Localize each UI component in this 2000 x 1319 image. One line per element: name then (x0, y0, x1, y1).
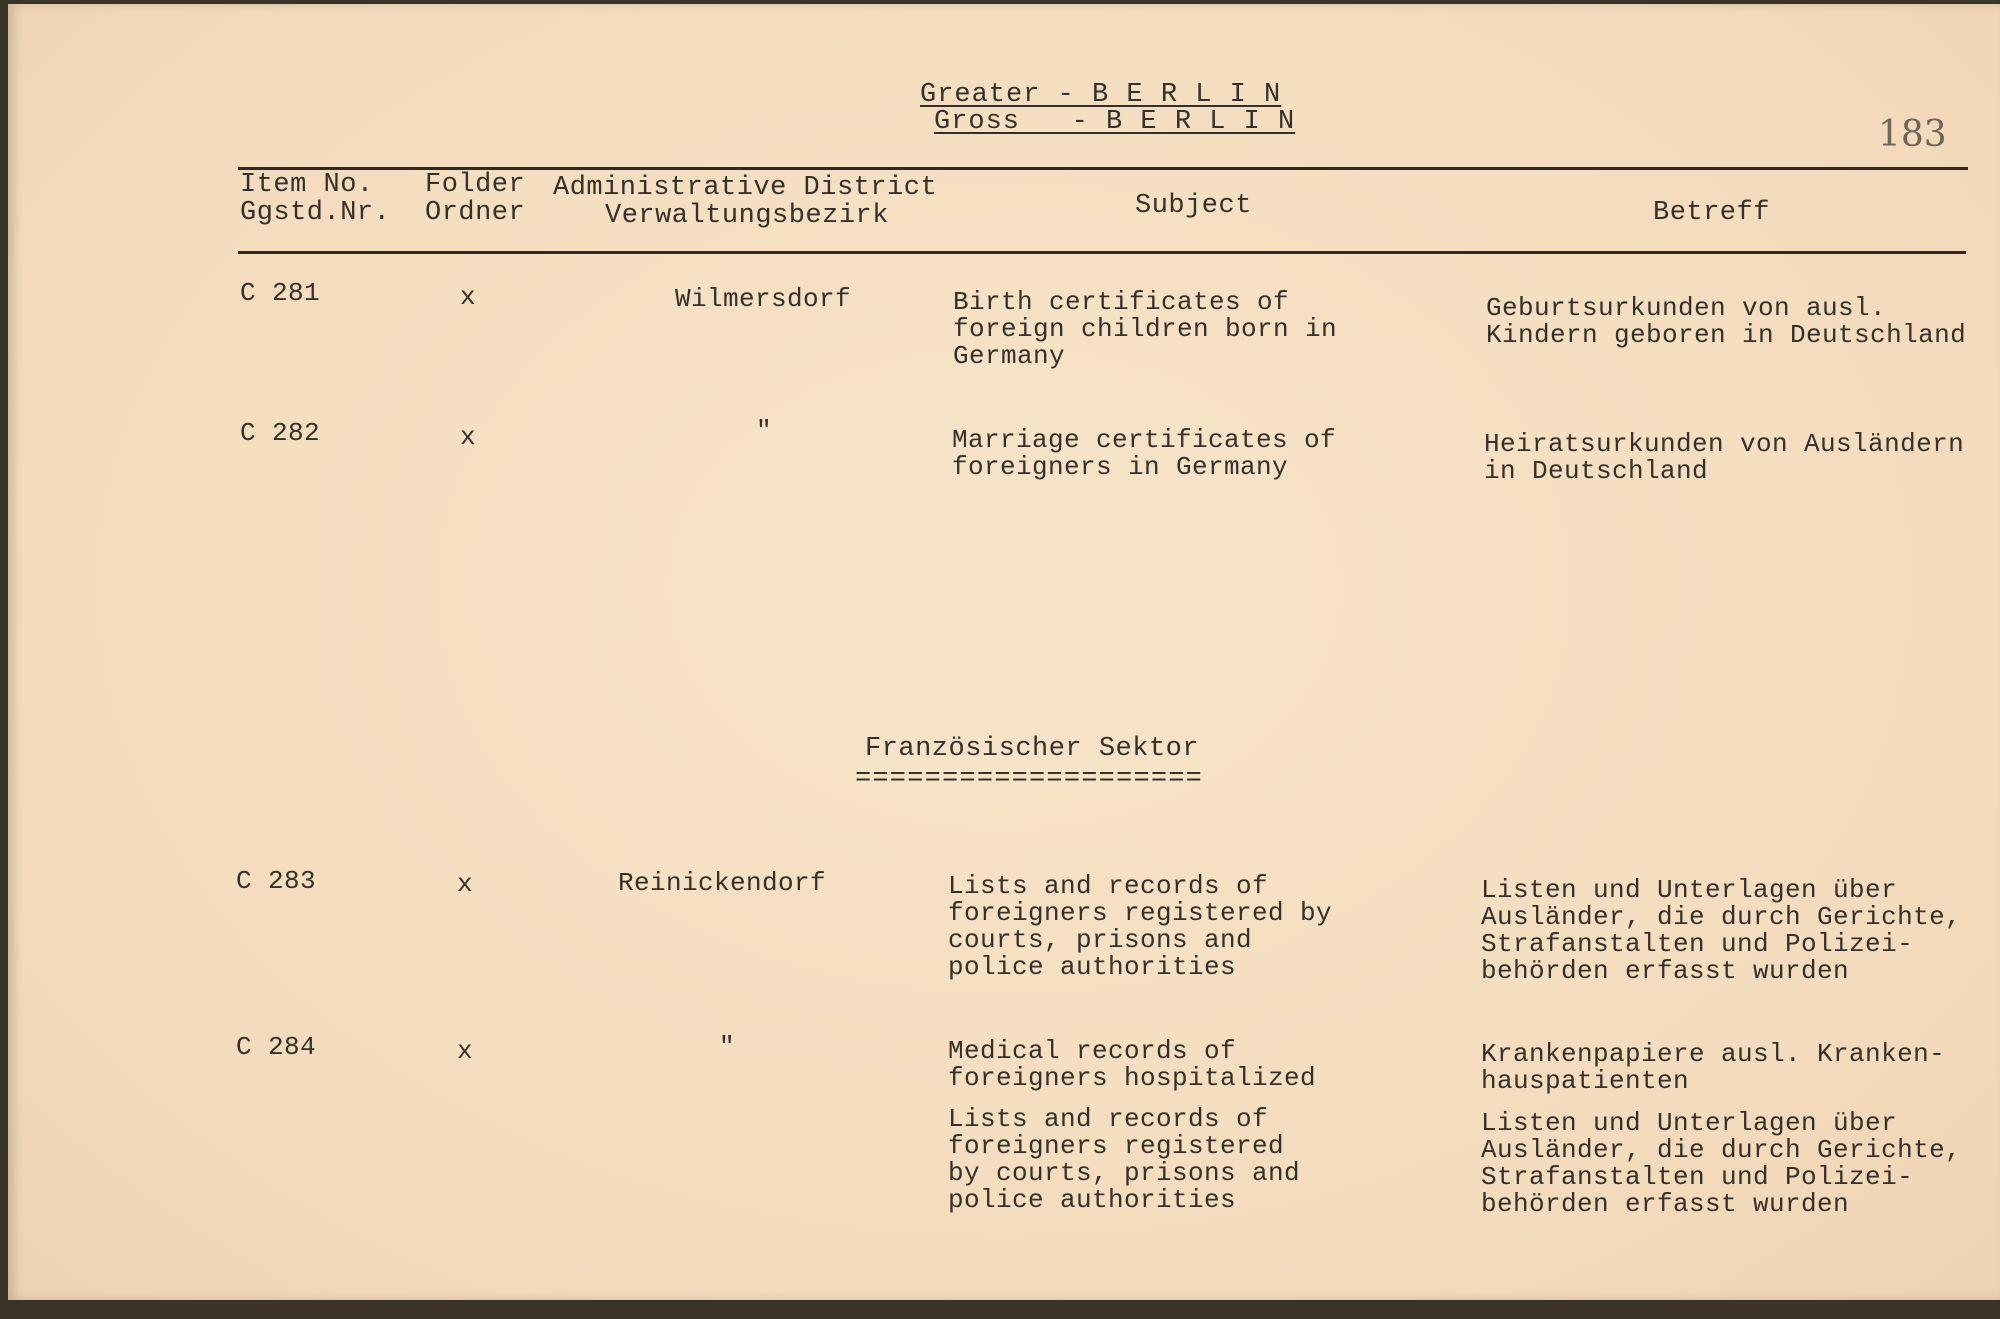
row-281-betreff: Geburtsurkunden von ausl. Kindern geboren in Deutschland (1486, 293, 1967, 350)
row-281-district: Wilmersdorf (675, 284, 852, 314)
row-284-subject: Medical records of foreigners hospitalized (948, 1036, 1317, 1093)
row-281-folder: x (460, 282, 477, 312)
col-betreff: Betreff (1653, 198, 1770, 228)
row-283-subject: Lists and records of foreigners registered by courts, prisons and police authorities (948, 871, 1333, 982)
row-284-betreff: Krankenpapiere ausl. Kranken- hauspatienten (1481, 1039, 1946, 1096)
row-281-subject: Birth certificates of foreign children born in Germany (953, 287, 1338, 371)
row-282-subject: Marriage certificates of foreigners in Germany (952, 425, 1337, 482)
row-284-folder: x (457, 1036, 474, 1066)
row-284-district: " (719, 1032, 736, 1062)
header-bottom-rule (238, 251, 1966, 254)
col-folder-en: Folder (425, 170, 526, 200)
row-283-item: C 283 (236, 866, 317, 896)
row-283-betreff: Listen und Unterlagen über Ausländer, die durch Gerichte, Strafanstalten und Polizei- behörden erfasst wurden (1481, 875, 1962, 986)
row-282-folder: x (460, 422, 477, 452)
row-282-betreff: Heiratsurkunden von Ausländern in Deutschland (1484, 429, 1965, 486)
row-284-item: C 284 (236, 1032, 317, 1062)
row-283-district: Reinickendorf (618, 868, 827, 898)
row-284-subject-continued: Lists and records of foreigners registered by courts, prisons and police authorities (948, 1104, 1301, 1215)
title-english: Greater - B E R L I N (920, 80, 1282, 110)
col-item-en: Item No. (240, 170, 374, 200)
document-page (8, 4, 2000, 1300)
col-folder-de: Ordner (425, 198, 526, 228)
section-underline: ==================== (855, 764, 1204, 794)
col-district-de: Verwaltungsbezirk (605, 201, 889, 231)
row-281-item: C 281 (240, 278, 321, 308)
row-282-item: C 282 (240, 418, 321, 448)
title-german: Gross - B E R L I N (934, 107, 1296, 137)
col-item-de: Ggstd.Nr. (240, 198, 391, 228)
row-283-folder: x (457, 869, 474, 899)
col-district-en: Administrative District (553, 173, 938, 203)
col-subject: Subject (1135, 191, 1252, 221)
page-number: 183 (1878, 114, 1947, 155)
row-284-betreff-continued: Listen und Unterlagen über Ausländer, die durch Gerichte, Strafanstalten und Polizei- behörden erfasst wurden (1481, 1108, 1962, 1219)
row-282-district: " (756, 416, 773, 446)
section-title: Französischer Sektor (865, 734, 1200, 764)
